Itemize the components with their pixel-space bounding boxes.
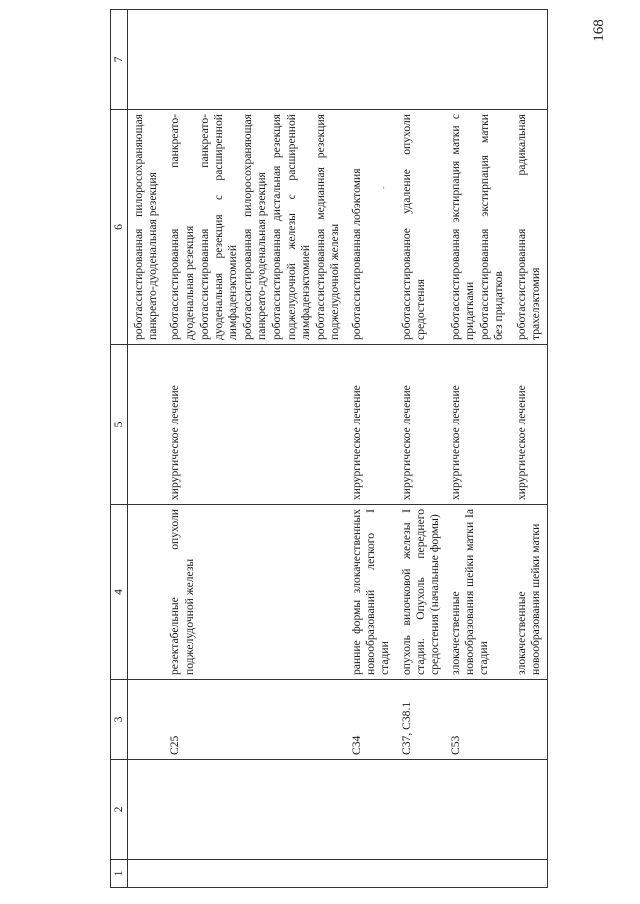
cell-col1 — [445, 860, 511, 888]
cell-treatment: хирургическое лечение — [164, 345, 346, 505]
scan-speck: , — [382, 180, 386, 191]
cell-treatment — [128, 345, 165, 505]
cell-code: C53 — [445, 680, 511, 760]
cell-treatment: хирургическое лечение — [445, 345, 511, 505]
method-entry: роботассистированная панкреато-дуоденальная резекция — [168, 114, 196, 340]
rotated-table-frame — [110, 10, 542, 888]
cell-col7 — [445, 10, 511, 110]
header-col-5: 5 — [111, 345, 128, 505]
method-entry: роботассистированная экстирпация матки с придатками — [448, 114, 477, 340]
cell-diagnosis: опухоль вилочковой железы I стадии. Опухоль переднего средостения (начальные формы) — [396, 505, 445, 680]
cell-diagnosis: ранние формы злокачественных новообразований легкого I стадии — [346, 505, 395, 680]
header-col-3: 3 — [111, 680, 128, 760]
method-entry: роботассистированная лобэктомия — [350, 168, 364, 340]
cell-col2 — [445, 760, 511, 860]
cell-methods — [396, 110, 445, 345]
cell-diagnosis: злокачественные новообразования шейки матки — [511, 505, 548, 680]
method-entry: роботассистированная дистальная резекция поджелудочной железы с расширенной лимфаденэктомией — [270, 114, 312, 340]
header-col-2: 2 — [111, 760, 128, 860]
cell-col1 — [511, 860, 548, 888]
cell-code: C25 — [164, 680, 346, 760]
method-entry: роботассистированная пилоросохраняющая панкреато-дуоденальная резекция — [132, 114, 160, 340]
cell-treatment: хирургическое лечение — [346, 345, 395, 505]
cell-col1 — [164, 860, 346, 888]
cell-col7 — [164, 10, 346, 110]
method-entry: роботассистированная панкреато-дуоденальная резекция с расширенной лимфаденэктомией — [197, 114, 239, 340]
cell-diagnosis: злокачественные новообразования шейки матки Ia стадии — [445, 505, 511, 680]
table-row — [164, 10, 346, 888]
cell-col7 — [511, 10, 548, 110]
table-row — [511, 10, 548, 888]
header-col-1: 1 — [111, 860, 128, 888]
method-entry: роботассистированная радикальная трахелэктомия — [514, 114, 542, 340]
header-row — [111, 10, 128, 888]
cell-diagnosis: резектабельные опухоли поджелудочной железы — [164, 505, 346, 680]
cell-methods — [164, 110, 346, 345]
cell-col1 — [128, 860, 165, 888]
method-entry: роботассистированная пилоросохраняющая панкреато-дуоденальная резекция — [241, 114, 269, 340]
cell-col7 — [346, 10, 395, 110]
method-entry: роботассистированная экстирпация матки без придатков — [478, 114, 506, 340]
header-col-7: 7 — [111, 10, 128, 110]
header-col-4: 4 — [111, 505, 128, 680]
cell-methods — [511, 110, 548, 345]
cell-diagnosis — [128, 505, 165, 680]
method-entry: роботассистированное удаление опухоли средостения — [399, 114, 427, 340]
cell-col2 — [128, 760, 165, 860]
header-col-6: 6 — [111, 110, 128, 345]
cell-code — [128, 680, 165, 760]
table-row — [445, 10, 511, 888]
cell-treatment: хирургическое лечение — [511, 345, 548, 505]
method-entry: роботассистированная медианная резекция поджелудочной железы — [313, 114, 341, 340]
cell-col7 — [128, 10, 165, 110]
cell-methods — [128, 110, 165, 345]
cell-code — [511, 680, 548, 760]
cell-methods — [346, 110, 395, 345]
table-row — [396, 10, 445, 888]
table-row — [346, 10, 395, 888]
cell-treatment: хирургическое лечение — [396, 345, 445, 505]
cell-code: C37, C38.1 — [396, 680, 445, 760]
table-row — [128, 10, 165, 888]
cell-col2 — [511, 760, 548, 860]
cell-col1 — [396, 860, 445, 888]
cell-col2 — [396, 760, 445, 860]
cell-col2 — [164, 760, 346, 860]
page-number: 168 — [590, 19, 607, 42]
cell-col1 — [346, 860, 395, 888]
medical-care-table — [110, 9, 548, 888]
cell-methods — [445, 110, 511, 345]
cell-col7 — [396, 10, 445, 110]
cell-col2 — [346, 760, 395, 860]
cell-code: C34 — [346, 680, 395, 760]
